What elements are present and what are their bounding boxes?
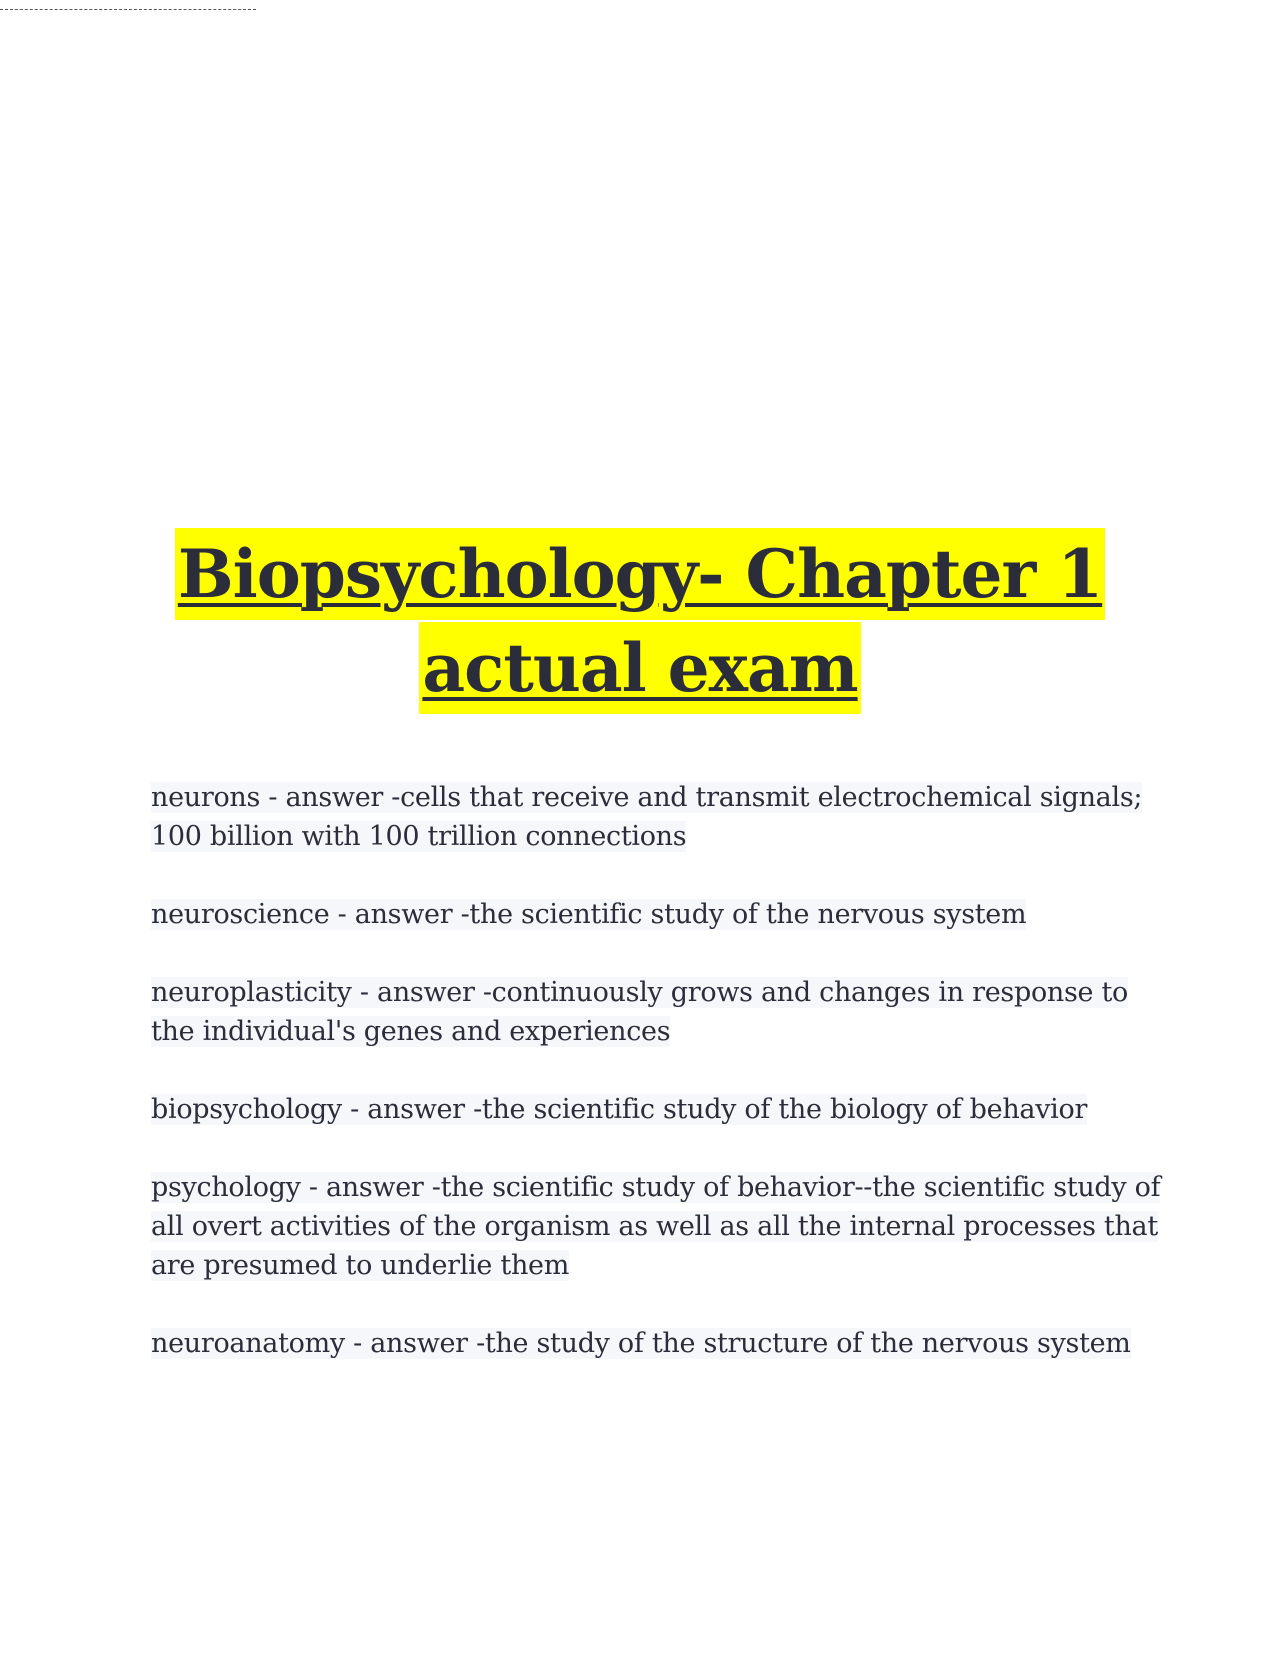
title-line-1: Biopsychology- Chapter 1: [175, 528, 1105, 620]
entry-text: neuroplasticity - answer -continuously grows and changes in response to the individual's genes and experiences: [151, 977, 1129, 1047]
flashcard-list: [151, 778, 1161, 1402]
flashcard-entry: [151, 778, 1161, 856]
entry-text: neurons - answer -cells that receive and transmit electrochemical signals; 100 billion with 100 trillion connections: [151, 782, 1143, 852]
entry-text: neuroanatomy - answer -the study of the structure of the nervous system: [151, 1328, 1131, 1359]
entry-text: biopsychology - answer -the scientific study of the biology of behavior: [151, 1094, 1088, 1125]
flashcard-entry: [151, 1324, 1161, 1363]
title-line-2: actual exam: [419, 622, 860, 714]
entry-text: psychology - answer -the scientific study of behavior--the scientific study of all overt activities of the organism as well as all the internal processes that are presumed to underlie them: [151, 1172, 1161, 1281]
flashcard-entry: [151, 1168, 1161, 1285]
flashcard-entry: [151, 895, 1161, 934]
header-dashed-rule: [0, 9, 256, 10]
entry-text: neuroscience - answer -the scientific study of the nervous system: [151, 899, 1027, 930]
flashcard-entry: [151, 973, 1161, 1051]
document-title: [0, 528, 1280, 714]
flashcard-entry: [151, 1090, 1161, 1129]
